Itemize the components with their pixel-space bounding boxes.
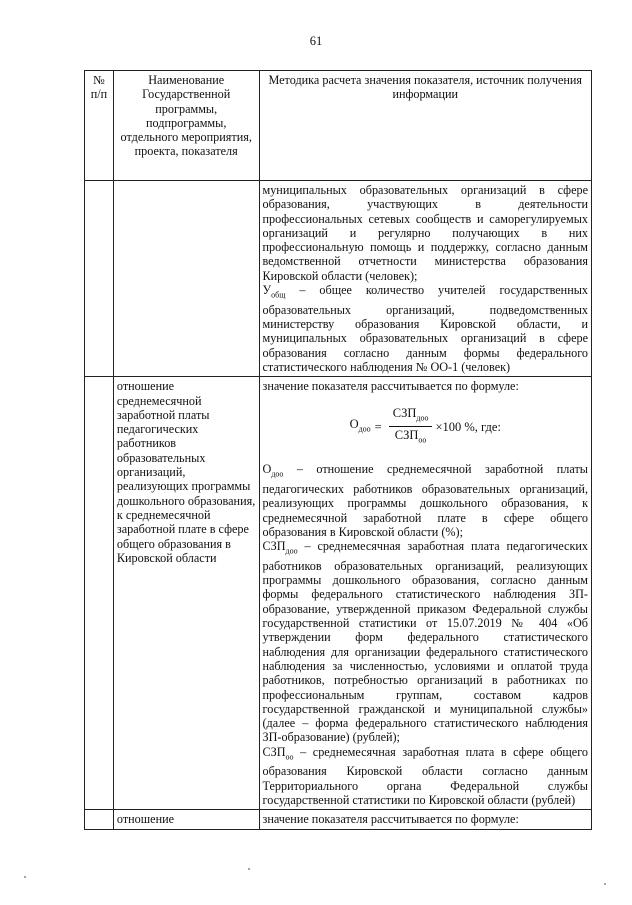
header-method-cell: Методика расчета значения показателя, источник получения информации: [259, 71, 592, 181]
number-cell: [85, 181, 114, 377]
variable-definition: – среднемесячная заработная плата педагогических работников образовательных организаций, реализующих программы дошкольного образования, согласно данным формы федерального статистического наблюдения ЗП-образование, утвержденной приказом Федеральной службы государственной статистики от 15.07.2019 № 404 «Об утверждении форм федерального статистического наблюдения для организации федерального статистического наблюдения за численностью, условиями и оплатой труда работников, потребностью организаций в работниках по профессиональным группам, составом кадров государственной гражданской и муниципальной службы» (далее – форма федерального статистического наблюдения ЗП-образование) (рублей);: [262, 539, 588, 745]
formula-intro: значение показателя рассчитывается по формуле:: [262, 812, 519, 827]
scan-speck: [24, 876, 26, 878]
scan-speck: [248, 868, 250, 870]
name-cell: [113, 181, 259, 377]
method-cell: [259, 181, 592, 377]
method-cell: [259, 377, 592, 810]
formula: $О_{доо}$ = $\frac{СЗП_{доо}}{СЗП_{оо}}$ ×100 %, где:: [349, 405, 501, 445]
variable-symbol: $СЗП_{оо}$: [262, 744, 294, 762]
table-row: [85, 377, 592, 810]
variable-definition: – среднемесячная заработная плата в сфере общего образования Кировской области согласно данным Территориального органа Федеральной службы государственной статистики по Кировской области (рублей): [262, 744, 588, 808]
variable-symbol: $У_{общ}$: [262, 283, 286, 300]
method-text: муниципальных образовательных организаций в сфере образования, участвующих в деятельности профессиональных сетевых сообществ и саморегулируемых организаций и регулярно получающих в них профессиональную помощь и поддержку, согласно данным ведомственной отчетности министерства образования Кировской области (человек);: [262, 183, 588, 283]
number-cell: [85, 377, 114, 810]
header-number-cell: № п/п: [85, 71, 114, 181]
number-cell: [85, 810, 114, 829]
variable-symbol: $О_{доо}$: [262, 462, 284, 479]
variable-definition: – общее количество учителей государственных образовательных организаций, подведомственных министерству образования Кировской области, и муниципальных образовательных организаций в сфере образования согласно данным формы федерального статистического наблюдения № ОО-1 (человек): [262, 283, 588, 374]
scan-speck: [604, 883, 606, 885]
table-row: [85, 810, 592, 829]
table-row: [85, 181, 592, 377]
indicator-name: отношение среднемесячной заработной платы педагогических работников образовательных организаций, реализующих программы дошкольного образования, к среднемесячной заработной плате в сфере общего образования в Кировской области: [113, 377, 259, 810]
method-cell: [259, 810, 592, 829]
variable-symbol: $СЗП_{доо}$: [262, 539, 298, 556]
header-name-cell: Наименование Государственной программы, подпрограммы, отдельного мероприятия, проекта, показателя: [113, 71, 259, 181]
indicator-name: отношение: [113, 810, 259, 829]
table-header-row: [85, 71, 592, 181]
indicator-table: [84, 70, 592, 830]
variable-definition: – отношение среднемесячной заработной платы педагогических работников образовательных организаций, реализующих программы дошкольного образования, к среднемесячной заработной плате в сфере общего образования в Кировской области (%);: [262, 462, 588, 539]
formula-intro: значение показателя рассчитывается по формуле:: [262, 379, 519, 394]
page-number: 61: [309, 34, 323, 48]
